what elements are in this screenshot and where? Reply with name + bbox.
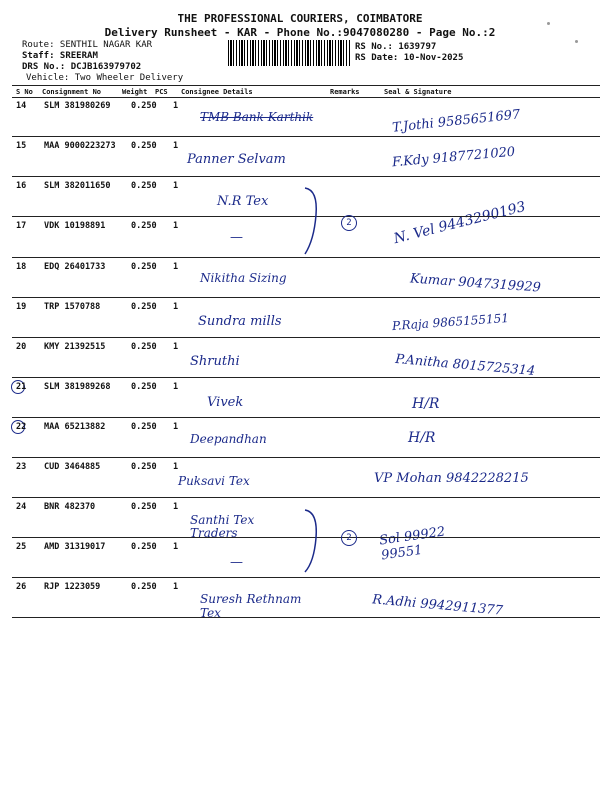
col-pcs: PCS: [155, 88, 168, 96]
row-sno: 14: [16, 101, 27, 111]
row-consignee-handwritten: TMB Bank Karthik: [200, 110, 314, 124]
row-consignment-no: VDK 10198891: [44, 221, 106, 231]
drs-number: DRS No.: DCJB163979702: [22, 62, 142, 72]
route-label: Route: SENTHIL NAGAR KAR: [22, 40, 153, 50]
row-signature: H/R: [412, 396, 440, 412]
scan-speck: [575, 40, 578, 43]
vehicle-label: Vehicle: Two Wheeler Delivery: [26, 73, 184, 83]
row-sno: 20: [16, 342, 27, 352]
row-signature: Sol 99922 99551: [378, 524, 447, 564]
row-pcs: 1: [173, 101, 179, 111]
row-weight: 0.250: [131, 181, 157, 191]
row-weight: 0.250: [131, 382, 157, 392]
row-weight: 0.250: [131, 342, 157, 352]
row-consignment-no: BNR 482370: [44, 502, 96, 512]
remarks-mark: 2: [341, 530, 357, 546]
row-weight: 0.250: [131, 262, 157, 272]
row-sno: 17: [16, 221, 27, 231]
rs-number: RS No.: 1639797: [355, 42, 437, 52]
row-weight: 0.250: [131, 101, 157, 111]
row-weight: 0.250: [131, 141, 157, 151]
runsheet-subtitle: Delivery Runsheet - KAR - Phone No.:9047080280 - Page No.:2: [104, 26, 496, 39]
row-pcs: 1: [173, 302, 179, 312]
row-sno: 24: [16, 502, 27, 512]
row-signature: P.Anitha 8015725314: [394, 351, 536, 380]
row-consignee-handwritten: Nikitha Sizing: [200, 271, 287, 285]
row-consignment-no: SLM 381989268: [44, 382, 111, 392]
col-consignment: Consignment No: [42, 88, 102, 96]
row-consignee-handwritten: N.R Tex: [217, 194, 269, 209]
col-sno: S No: [16, 88, 33, 96]
row-consignee-handwritten: Deepandhan: [190, 432, 267, 446]
row-signature: Kumar 9047319929: [409, 271, 542, 296]
row-pcs: 1: [173, 542, 179, 552]
row-consignment-no: MAA 9000223273: [44, 141, 116, 151]
row-consignee-handwritten: Sundra mills: [198, 314, 282, 329]
row-sno: 18: [16, 262, 27, 272]
row-sno: 16: [16, 181, 27, 191]
row-sno: 19: [16, 302, 27, 312]
row-pcs: 1: [173, 502, 179, 512]
row-consignment-no: KMY 21392515: [44, 342, 106, 352]
row-pcs: 1: [173, 462, 179, 472]
row-consignee-handwritten: Shruthi: [190, 354, 240, 369]
row-pcs: 1: [173, 141, 179, 151]
row-consignee-handwritten: Santhi Tex Traders: [190, 513, 255, 540]
row-consignment-no: CUD 3464885: [44, 462, 101, 472]
row-sno: 15: [16, 141, 27, 151]
row-weight: 0.250: [131, 422, 157, 432]
row-sno: 21: [16, 382, 27, 392]
row-signature: F.Kdy 9187721020: [391, 144, 516, 171]
row-consignment-no: RJP 1223059: [44, 582, 101, 592]
row-pcs: 1: [173, 342, 179, 352]
row-consignment-no: AMD 31319017: [44, 542, 106, 552]
row-signature: T.Jothi 9585651697: [391, 107, 521, 136]
staff-label: Staff: SREERAM: [22, 51, 98, 61]
row-signature: H/R: [408, 430, 436, 446]
row-consignment-no: SLM 382011650: [44, 181, 111, 191]
row-consignee-handwritten: Puksavi Tex: [178, 474, 250, 488]
row-consignee-handwritten: Panner Selvam: [187, 152, 286, 167]
row-pcs: 1: [173, 262, 179, 272]
row-sno: 25: [16, 542, 27, 552]
row-pcs: 1: [173, 382, 179, 392]
row-weight: 0.250: [131, 582, 157, 592]
remarks-mark: 2: [341, 215, 357, 231]
row-weight: 0.250: [131, 302, 157, 312]
row-consignment-no: EDQ 26401733: [44, 262, 106, 272]
scan-speck: [547, 22, 550, 25]
row-pcs: 1: [173, 422, 179, 432]
row-sno: 23: [16, 462, 27, 472]
row-consignee-handwritten: —: [230, 230, 243, 245]
company-title: THE PROFESSIONAL COURIERS, COIMBATORE: [177, 12, 423, 25]
row-consignment-no: MAA 65213882: [44, 422, 106, 432]
row-signature: VP Mohan 9842228215: [374, 471, 529, 486]
row-sno: 22: [16, 422, 27, 432]
row-weight: 0.250: [131, 462, 157, 472]
rs-date: RS Date: 10-Nov-2025: [355, 53, 464, 63]
col-consignee-details: Consignee Details: [181, 88, 253, 96]
row-pcs: 1: [173, 582, 179, 592]
row-weight: 0.250: [131, 221, 157, 231]
row-signature: N. Vel 9443290193: [392, 198, 528, 248]
row-sno: 26: [16, 582, 27, 592]
row-pcs: 1: [173, 181, 179, 191]
col-remarks: Remarks: [330, 88, 360, 96]
row-consignee-handwritten: —: [230, 555, 243, 570]
row-signature: R.Adhi 9942911377: [371, 592, 504, 619]
row-consignment-no: SLM 381980269: [44, 101, 111, 111]
row-consignee-handwritten: Suresh Rethnam Tex: [200, 592, 302, 620]
col-seal-signature: Seal & Signature: [384, 88, 452, 96]
row-weight: 0.250: [131, 542, 157, 552]
row-consignee-handwritten: Vivek: [207, 395, 244, 410]
row-signature: P.Raja 9865155151: [391, 310, 510, 334]
col-weight: Weight: [122, 88, 148, 96]
row-consignment-no: TRP 1570788: [44, 302, 101, 312]
row-weight: 0.250: [131, 502, 157, 512]
row-pcs: 1: [173, 221, 179, 231]
